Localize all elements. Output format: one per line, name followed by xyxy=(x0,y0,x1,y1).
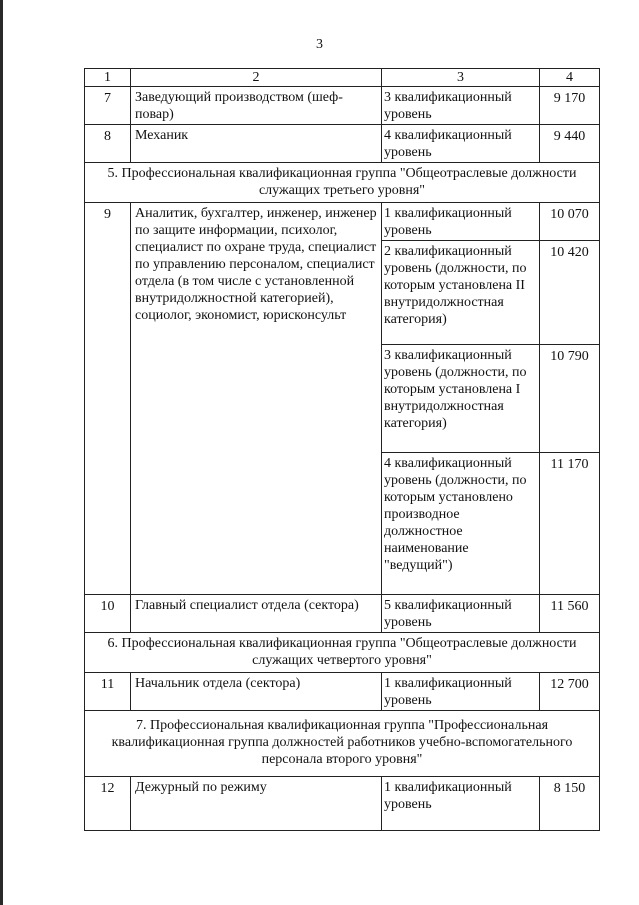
row-number: 10 xyxy=(85,595,131,633)
header-col-2: 2 xyxy=(131,69,382,87)
header-col-4: 4 xyxy=(540,69,600,87)
header-col-1: 1 xyxy=(85,69,131,87)
position-name: Механик xyxy=(131,125,382,163)
salary-value: 10 790 xyxy=(540,345,600,453)
group-heading-5: 5. Профессиональная квалификационная группа "Общеотраслевые должности служащих третьего уровня" xyxy=(85,163,600,203)
row-number: 7 xyxy=(85,87,131,125)
position-name: Главный специалист отдела (сектора) xyxy=(131,595,382,633)
qualification-level: 4 квалификационный уровень xyxy=(382,125,540,163)
row-number: 12 xyxy=(85,777,131,831)
table-row xyxy=(85,87,600,125)
qualification-level: 4 квалификационный уровень (должности, по которым установлено производное должностное наименование "ведущий") xyxy=(382,453,540,595)
qualification-level: 5 квалификационный уровень xyxy=(382,595,540,633)
table-header-row xyxy=(85,69,600,87)
qualification-level: 1 квалификационный уровень xyxy=(382,203,540,241)
salary-value: 9 440 xyxy=(540,125,600,163)
row-number: 11 xyxy=(85,673,131,711)
position-name: Аналитик, бухгалтер, инженер, инженер по защите информации, психолог, специалист по охране труда, специалист по управлению персоналом, специалист отдела (в том числе с установленной внутридолжностной категорией), социолог, экономист, юрисконсульт xyxy=(131,203,382,595)
position-name: Заведующий производством (шеф-повар) xyxy=(131,87,382,125)
salary-value: 11 560 xyxy=(540,595,600,633)
position-name: Начальник отдела (сектора) xyxy=(131,673,382,711)
salary-table xyxy=(84,68,600,831)
salary-value: 12 700 xyxy=(540,673,600,711)
qualification-level: 3 квалификационный уровень xyxy=(382,87,540,125)
scan-left-edge xyxy=(0,0,3,905)
group-heading-7: 7. Профессиональная квалификационная группа "Профессиональная квалификационная группа должностей работников учебно-вспомогательного персонала второго уровня" xyxy=(85,711,600,777)
salary-value: 8 150 xyxy=(540,777,600,831)
qualification-level: 3 квалификационный уровень (должности, по которым установлена I внутридолжностная категория) xyxy=(382,345,540,453)
table-row xyxy=(85,595,600,633)
position-name: Дежурный по режиму xyxy=(131,777,382,831)
qualification-level: 1 квалификационный уровень xyxy=(382,673,540,711)
table-row xyxy=(85,673,600,711)
group-heading-row xyxy=(85,711,600,777)
salary-value: 9 170 xyxy=(540,87,600,125)
group-heading-row xyxy=(85,633,600,673)
table-row xyxy=(85,777,600,831)
row-number: 9 xyxy=(85,203,131,595)
table-row xyxy=(85,125,600,163)
group-heading-6: 6. Профессиональная квалификационная группа "Общеотраслевые должности служащих четвертого уровня" xyxy=(85,633,600,673)
qualification-level: 1 квалификационный уровень xyxy=(382,777,540,831)
group-heading-row xyxy=(85,163,600,203)
salary-value: 10 420 xyxy=(540,241,600,345)
qualification-level: 2 квалификационный уровень (должности, по которым установлена II внутридолжностная категория) xyxy=(382,241,540,345)
page-number: 3 xyxy=(316,37,323,52)
table-row xyxy=(85,203,600,241)
row-number: 8 xyxy=(85,125,131,163)
header-col-3: 3 xyxy=(382,69,540,87)
salary-value: 11 170 xyxy=(540,453,600,595)
salary-value: 10 070 xyxy=(540,203,600,241)
